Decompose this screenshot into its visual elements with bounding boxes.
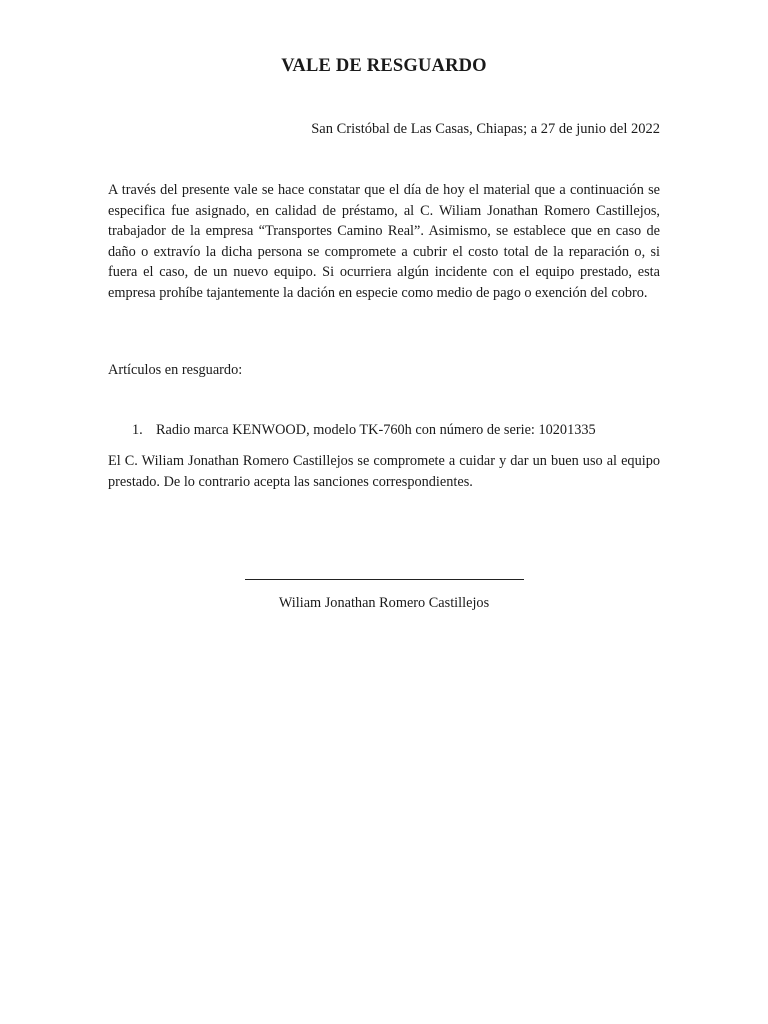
list-item-text: Radio marca KENWOOD, modelo TK-760h con número de serie: 10201335 <box>156 422 596 438</box>
articles-list <box>108 422 660 439</box>
list-item-number: 1. <box>132 422 143 438</box>
articles-heading: Artículos en resguardo: <box>108 362 243 378</box>
commitment-paragraph: El C. Wiliam Jonathan Romero Castillejos se compromete a cuidar y dar un buen uso al equipo prestado. De lo contrario acepta las sanciones correspondientes. <box>108 453 660 490</box>
body-paragraph: A través del presente vale se hace constatar que el día de hoy el material que a continuación se especifica fue asignado, en calidad de préstamo, al C. Wiliam Jonathan Romero Castillejos, trabajador de la empresa “Transportes Camino Real”. Asimismo, se establece que en caso de daño o extravío la dicha persona se compromete a cubrir el costo total de la reparación o, si fuera el caso, de un nuevo equipo. Si ocurriera algún incidente con el equipo prestado, esta empresa prohíbe tajantemente la dación en especie como medio de pago o exención del cobro. <box>108 182 660 301</box>
list-item <box>108 422 660 439</box>
document-title: VALE DE RESGUARDO <box>281 56 487 76</box>
signature-name: Wiliam Jonathan Romero Castillejos <box>278 595 490 611</box>
signature-line <box>245 579 524 580</box>
place-date-line: San Cristóbal de Las Casas, Chiapas; a 27 de junio del 2022 <box>311 121 660 137</box>
